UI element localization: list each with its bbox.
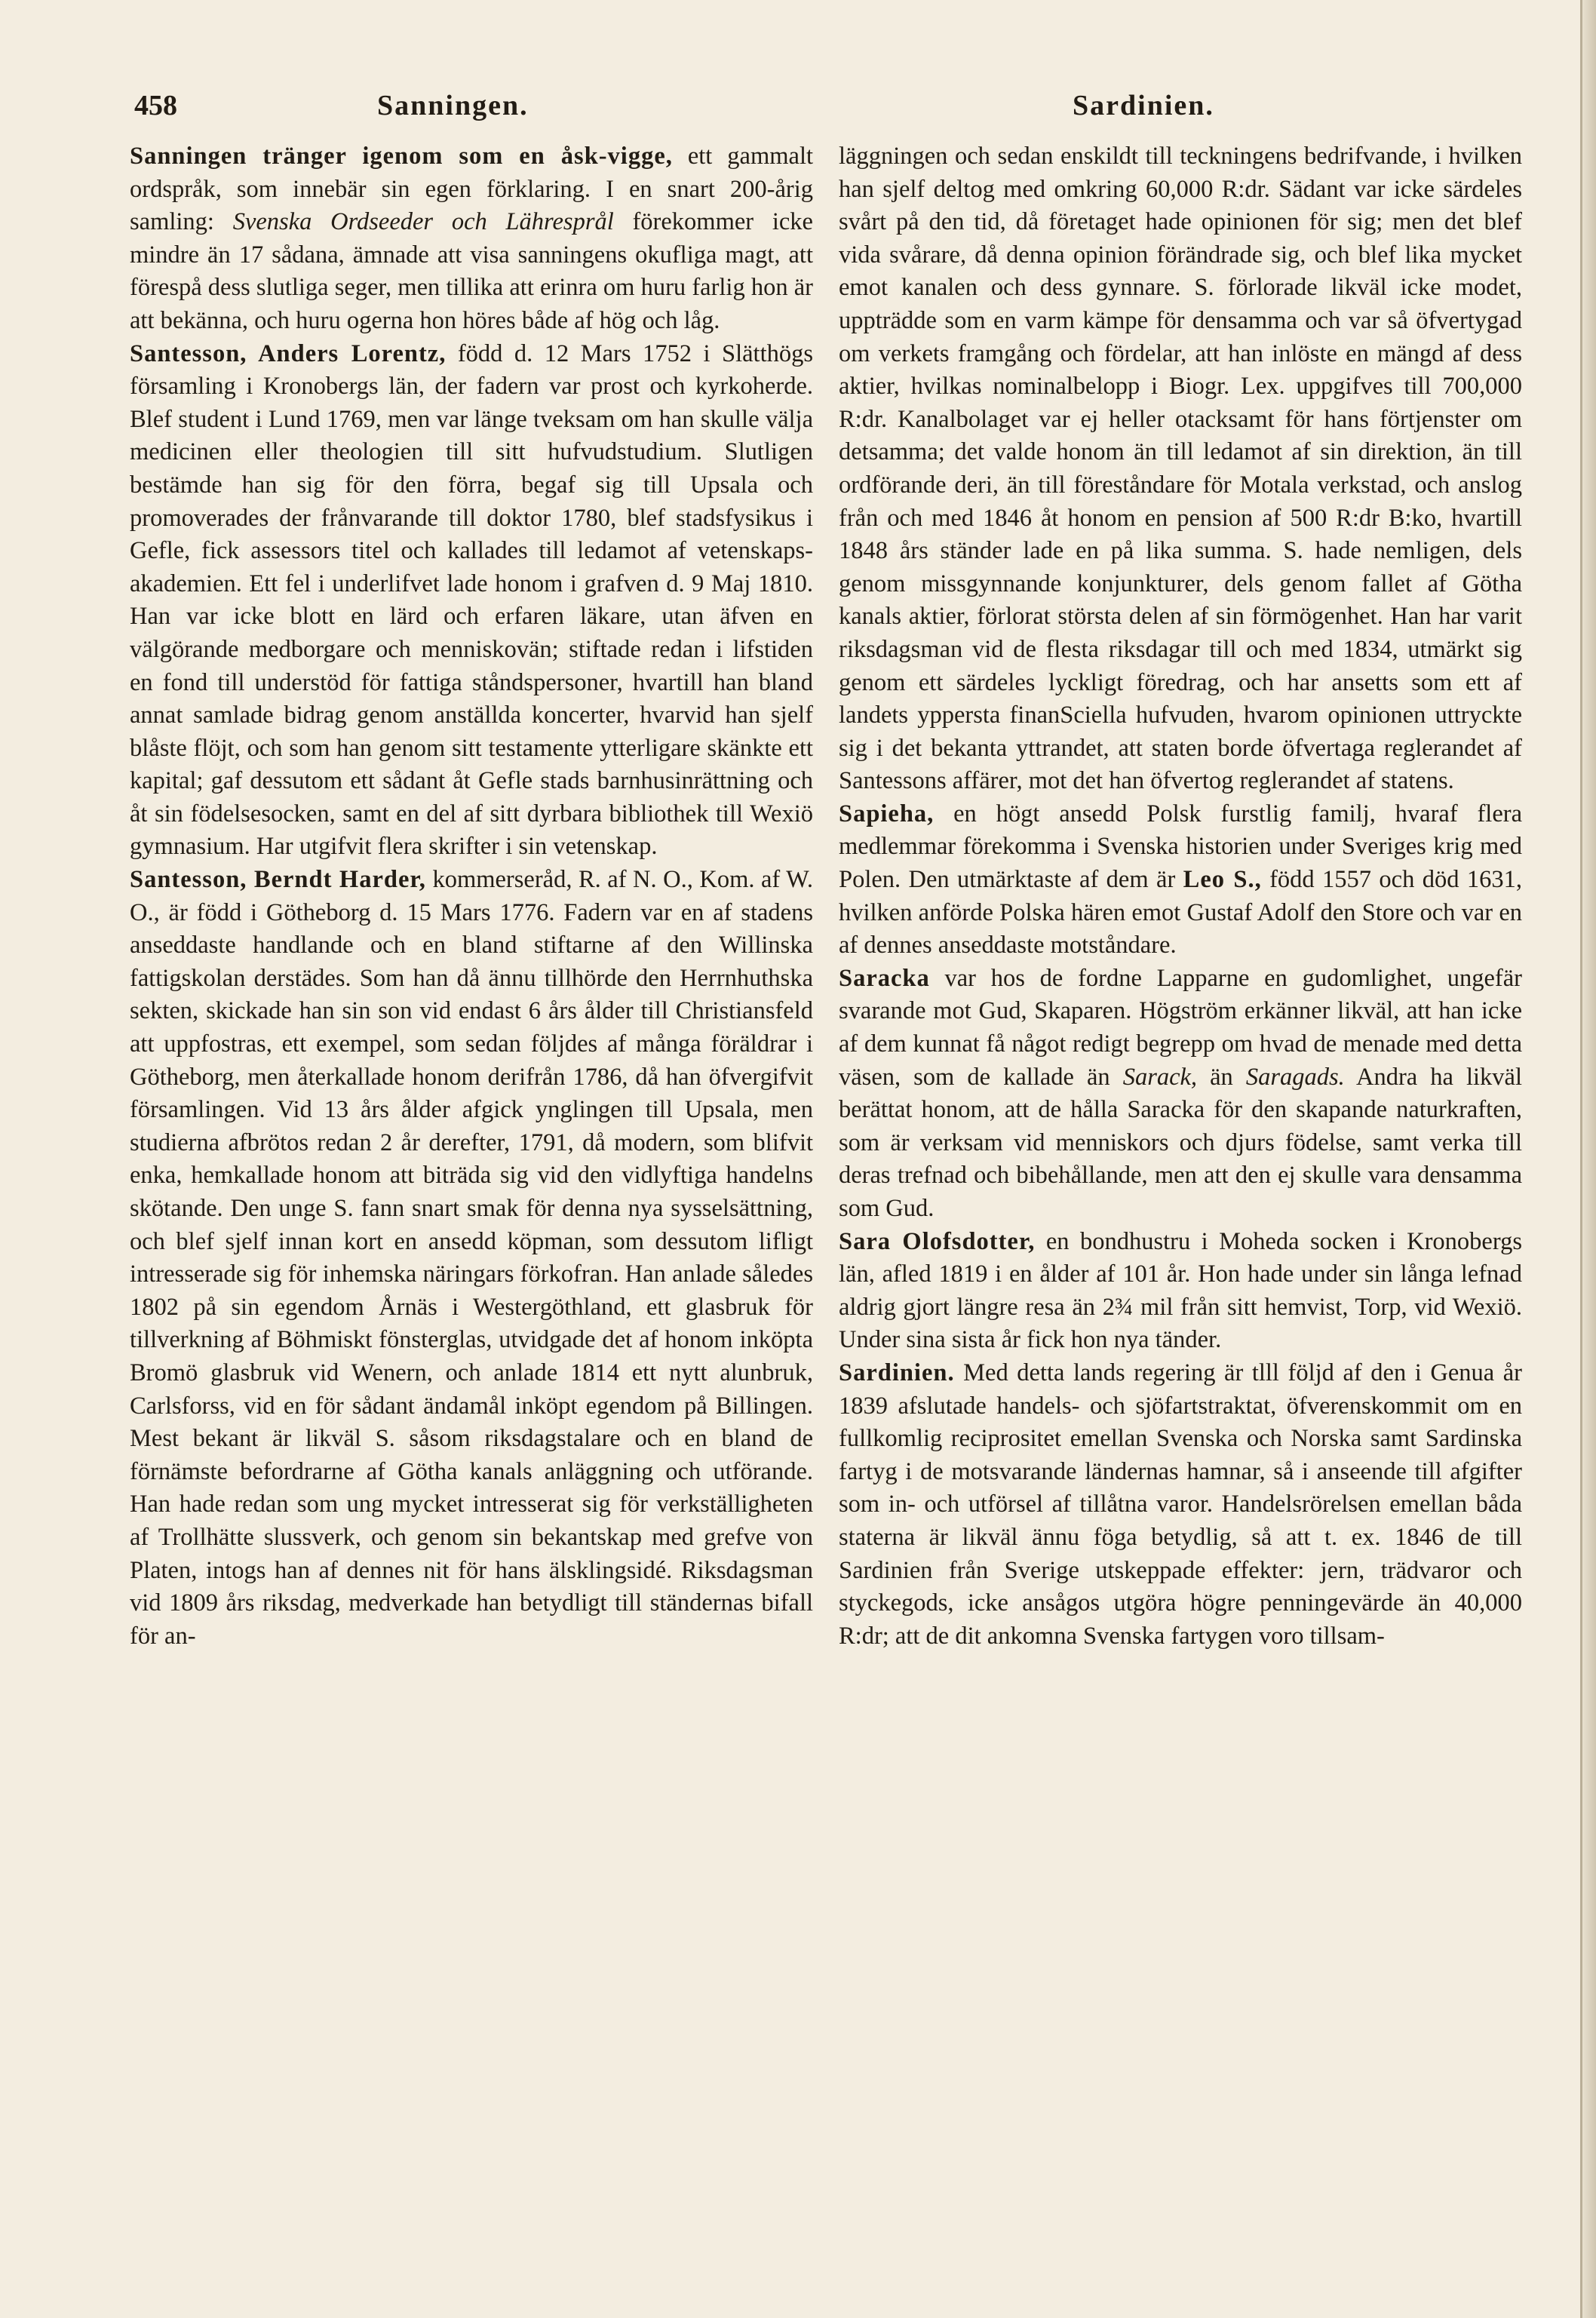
headword: Sapieha, <box>839 800 935 827</box>
entry-text: kommerseråd, R. af N. O., Kom. af W. O., är född i Götheborg d. 15 Mars 1776. Fadern var en af stadens anseddaste handlande och en bland stiftarne af den Willinska fattigskolan derstädes. Som han då ännu tillhörde den Herrnhuthska sekten, skickade han sin son vid endast 6 års ålder till Christiansfeld att uppfostras, ett exempel, som sedan följdes af många föräldrar i Götheborg, men återkallade honom derifrån 1786, då han öfvergifvit församlingen. Vid 13 års ålder afgick ynglingen till Upsala, men studierna afbrötos redan 2 år derefter, 1791, då modern, som blifvit enka, hemkallade honom att biträda sig vid den vidlyftiga handelns skötande. Den unge S. fann snart smak för denna nya sysselsättning, och blef sjelf innan kort en ansedd köpman, som dessutom lifligt intresserade sig för inhemska näringars förkofran. Han anlade således 1802 på sin egendom Årnäs i Westergöthland, ett glasbruk för tillverkning af Böhmiskt fönsterglas, utvidgade det af honom inköpta Bromö glasbruk vid Wenern, och anlade 1814 ett nytt alunbruk, Carlsforss, vid en för sådant ändamål inköpt egendom på Billingen. Mest bekant är likväl S. såsom riksdagstalare och en bland de förnämste befordrarne af Götha kanals anläggning och utförande. Han hade redan som ung mycket intresserat sig för verkställigheten af Trollhätte slussverk, och genom sin bekantskap med grefve von Platen, intogs han af dennes nit för hans älsklingsidé. Riksdagsman vid 1809 års riksdag, medverkade han betydligt till ständernas bifall för an- <box>130 866 813 1650</box>
running-head-left: Sanningen. <box>377 90 529 121</box>
headword: Sardinien. <box>839 1359 955 1386</box>
entry-sardinien <box>839 1357 1522 1653</box>
italic-term: Saragads. <box>1245 1063 1345 1091</box>
entry-text: född d. 12 Mars 1752 i Slätthögs församling i Kronobergs län, der fadern var prost och kyrkoherde. Blef student i Lund 1769, men var länge tveksam om han skulle välja medicinen eller theologien till sitt hufvudstudium. Slutligen bestämde han sig för den förra, begaf sig till Upsala och promoverades der frånvarande till doktor 1780, blef stadsfysikus i Gefle, fick assessors titel och kallades till ledamot af vetenskaps-akademien. Ett fel i underlifvet lade honom i grafven d. 9 Maj 1810. Han var icke blott en lärd och erfaren läkare, utan äfven en välgörande medborgare och menniskovän; stiftade redan i lifstiden en fond till understöd för fattiga ståndspersoner, hvartill han bland annat samlade bidrag genom anställda koncerter, hvarvid han sjelf blåste flöjt, och som han genom sitt testamente ytterligare skänkte ett kapital; gaf dessutom ett sådant åt Gefle stads barnhusinrättning och åt sin födelsesocken, samt en del af sitt dyrbara bibliothek till Wexiö gymnasium. Har utgifvit flera skrifter i sin vetenskap. <box>130 339 814 861</box>
page-header <box>134 89 1537 127</box>
right-column <box>839 140 1522 1653</box>
headword: Saracka <box>839 964 930 992</box>
entry-continuation: läggningen och sedan enskildt till teckningens bedrifvande, i hvilken han sjelf deltog med omkring 60,000 R:dr. Sädant var icke särdeles svårt på den tid, då företaget hade opinionen för sig; men det blef vida svårare, då denna opinion förändrade sig, och blef lika mycket emot kanalen och dess gynnare. S. förlorade likväl icke modet, uppträdde som en varm kämpe för densamma och var så öfvertygad om verkets framgång och fördelar, att han inlöste en mängd af dess aktier, hvilkas nominalbelopp i Biogr. Lex. uppgifves till 700,000 R:dr. Kanalbolaget var ej heller otacksamt för hans förtjenster om detsamma; det valde honom än till ledamot af sin direktion, än till ordförande deri, än till föreståndare för Motala verkstad, och anslog från och med 1846 åt honom en pension af 500 R:dr B:ko, hvartill 1848 års ständer lade en på lika summa. S. hade nemligen, dels genom missgynnande konjunkturer, dels genom fallet af Götha kanals aktier, förlorat största delen af sin förmögenhet. Han har varit riksdagsman vid de flesta riksdagar till och med 1834, utmärkt sig genom ett särdeles lyckligt föredrag, och har ansetts som ett af landets yppersta finanSciella hufvuden, hvarom opinionen uttryckte sig i det bekanta yttrandet, att staten borde öfvertaga reglerandet af Santessons affärer, mot det han öfvertog reglerandet af statens. <box>839 143 1522 795</box>
sub-name: Leo S., <box>1183 866 1262 894</box>
entry-text: född 1557 och död 1631, hvilken anförde Polska hären emot Gustaf Adolf den Store och var en af dennes anseddaste motståndare. <box>839 866 1522 959</box>
entry-sapieha <box>839 798 1522 963</box>
entry-text: var hos de fordne Lapparne en gudomlighet, ungefär svarande mot Gud, Skaparen. Högström erkänner likväl, att han icke af dem kunnat få något redigt begrepp om hvad de menade med detta väsen, som de kallade än <box>839 964 1522 1091</box>
running-head-right: Sardinien. <box>1073 90 1214 121</box>
headword: Santesson, Berndt Harder, <box>130 866 426 894</box>
entry-santesson-anders <box>130 338 813 864</box>
headword: Sara Olofsdotter, <box>839 1227 1036 1255</box>
entry-text: förekommer icke mindre än 17 sådana, ämnade att visa sanningens okufliga magt, att förespå dess slutliga seger, men tillika att erinra om huru farlig hon är att bekänna, och huru ogerna hon höres både af hög och låg. <box>130 208 813 334</box>
entry-santesson-berndt <box>130 864 813 1653</box>
book-title: Svenska Ordseeder och Lähresprål <box>232 208 614 236</box>
page-number: 458 <box>134 90 177 121</box>
entry-text: en bondhustru i Moheda socken i Kronobergs län, afled 1819 i en ålder af 101 år. Hon hade under sin långa lefnad aldrig gjort längre resa än 2¾ mil från sitt hemvist, Torp, vid Wexiö. Under sina sista år fick hon nya tänder. <box>839 1227 1522 1354</box>
entry-saracka <box>839 963 1522 1226</box>
page-gutter-shadow <box>1582 0 1596 2318</box>
headword: Santesson, Anders Lorentz, <box>130 339 447 367</box>
entry-text: en högt ansedd Polsk furstlig familj, hvaraf flera medlemmar förekomma i Svenska historien under Sveriges krig med Polen. Den utmärktaste af dem är <box>839 800 1522 894</box>
headword: Sanningen tränger igenom som en åsk-vigge, <box>130 143 673 170</box>
entry-text: ett gammalt ordspråk, som innebär sin egen förklaring. I en snart 200-årig samling: <box>130 143 813 236</box>
entry-sanningen <box>130 140 813 338</box>
italic-term: Sarack, <box>1122 1063 1198 1091</box>
entry-sara-olofsdotter <box>839 1226 1522 1357</box>
entry-text: Med detta lands regering är tlll följd af den i Genua år 1839 afslutade handels- och sjöfartstraktat, öfverenskommit om en fullkomlig reciprositet emellan Svenska och Norska samt Sardinska fartyg i de motsvarande ländernas hamnar, så i anseende till afgifter som in- och utförsel af tillåtna varor. Handelsrörelsen emellan båda staterna är likväl ännu föga betydlig, så att t. ex. 1846 de till Sardinien från Sverige utskeppade effekter: jern, trädvaror och styckegods, icke ansågos utgöra högre penningevärde än 40,000 R:dr; att de dit ankomna Svenska fartygen voro tillsam- <box>839 1359 1522 1650</box>
left-column <box>130 140 813 1653</box>
entry-text: än <box>1197 1063 1246 1091</box>
entry-text: Andra ha likväl berättat honom, att de hålla Saracka för den skapande naturkraften, som är verksam vid menniskors och djurs födelse, samt verka till deras trefnad och bibehållande, men att den ej skulle vara densamma som Gud. <box>839 1063 1522 1222</box>
